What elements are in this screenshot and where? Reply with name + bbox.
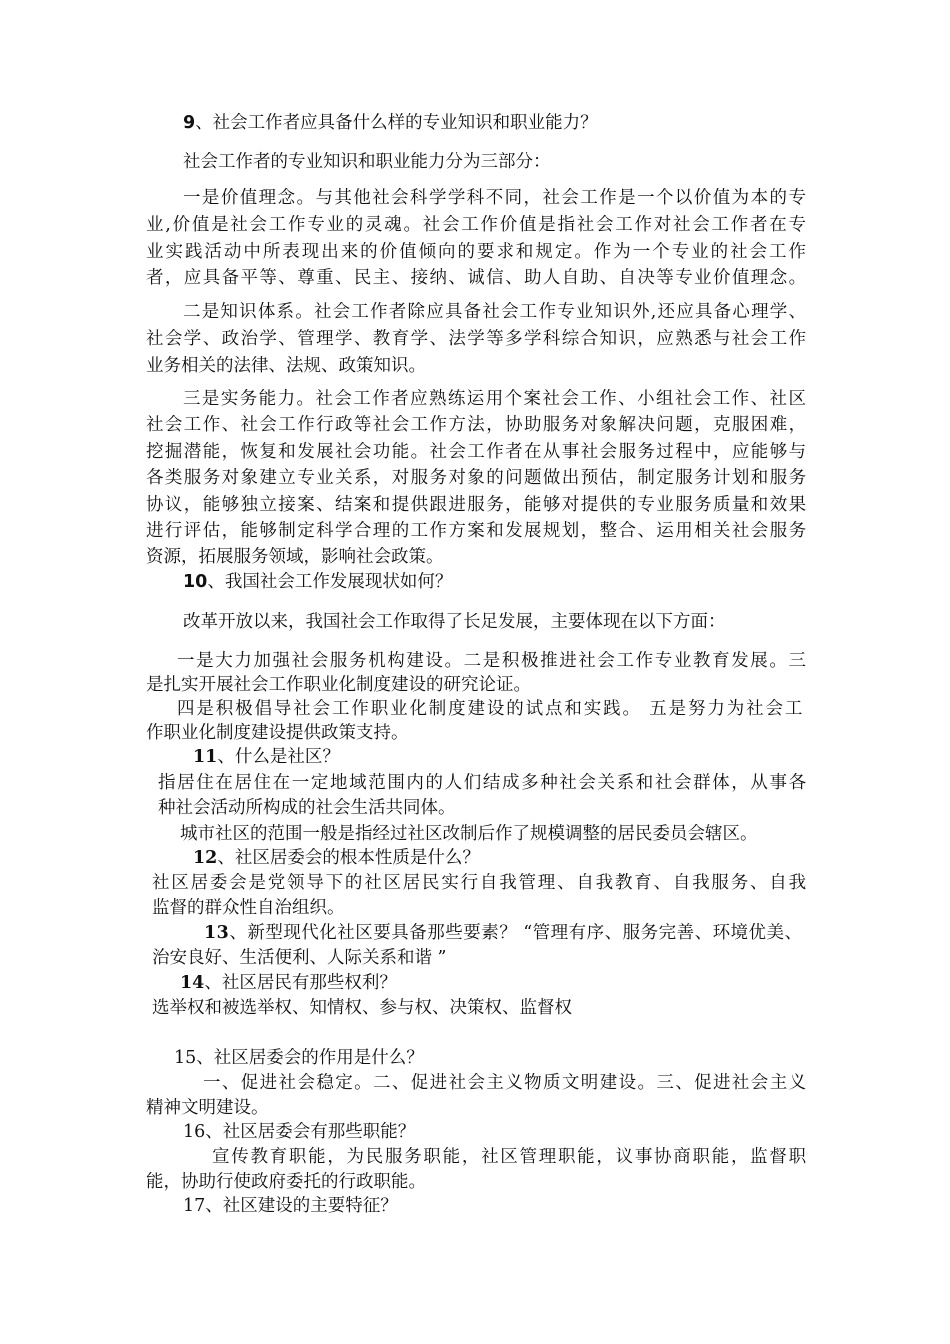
q11-paragraph-1-line-1: 指居住在居住在一定地域范围内的人们结成多种社会关系和社会群体，从事各 bbox=[158, 773, 808, 793]
q9-paragraph-3-line-6: 进行评估，能够制定科学合理的工作方案和发展规划，整合、运用相关社会服务 bbox=[146, 521, 808, 541]
question-15-heading: 15、社区居委会的作用是什么？ bbox=[174, 1048, 424, 1068]
q15-paragraph-1-line-1: 一、促进社会稳定。二、促进社会主义物质文明建设。三、促进社会主义 bbox=[203, 1073, 808, 1093]
q14-answer: 选举权和被选举权、知情权、参与权、决策权、监督权 bbox=[152, 998, 572, 1018]
q15-paragraph-1-line-2: 精神文明建设。 bbox=[146, 1098, 269, 1118]
question-number: 10 bbox=[183, 572, 208, 592]
question-text: 、什么是社区？ bbox=[217, 747, 340, 767]
q9-paragraph-3-line-4: 各类服务对象建立专业关系，对服务对象的问题做出预估，制定服务计划和服务 bbox=[146, 468, 808, 488]
q9-paragraph-3-line-1: 三是实务能力。社会工作者应熟练运用个案社会工作、小组社会工作、社区 bbox=[183, 389, 808, 409]
question-17-heading: 17、社区建设的主要特征？ bbox=[183, 1196, 398, 1216]
question-number: 13 bbox=[204, 923, 230, 943]
question-9-heading bbox=[183, 111, 598, 135]
q16-paragraph-1-line-2: 能，协助行使政府委托的行政职能。 bbox=[146, 1172, 426, 1192]
question-text: 、社区居委会的根本性质是什么？ bbox=[217, 848, 480, 868]
question-14-heading bbox=[180, 971, 397, 995]
q16-paragraph-1-line-1: 宣传教育职能，为民服务职能，社区管理职能，议事协商职能，监督职 bbox=[212, 1147, 808, 1167]
question-text: 、新型现代化社区要具备那些要素？ “管理有序、服务完善、环境优美、 bbox=[229, 923, 803, 943]
q11-paragraph-2: 城市社区的范围一般是指经过社区改制后作了规模调整的居民委员会辖区。 bbox=[180, 824, 758, 844]
q12-paragraph-1-line-2: 监督的群众性自治组织。 bbox=[152, 898, 345, 918]
q12-paragraph-1-line-1: 社区居委会是党领导下的社区居民实行自我管理、自我教育、自我服务、自我 bbox=[152, 873, 808, 893]
question-number: 9 bbox=[183, 113, 196, 133]
question-12-heading bbox=[193, 846, 480, 870]
question-text: 、社会工作者应具备什么样的专业知识和职业能力？ bbox=[195, 113, 598, 133]
question-11-heading bbox=[193, 745, 340, 769]
q9-paragraph-1-line-2: 业,价值是社会工作专业的灵魂。社会工作价值是指社会工作对社会工作者在专 bbox=[146, 215, 808, 235]
q9-paragraph-3-line-7: 资源，拓展服务领域，影响社会政策。 bbox=[146, 547, 444, 567]
question-number: 14 bbox=[180, 973, 205, 993]
q11-paragraph-1-line-2: 种社会活动所构成的社会生活共同体。 bbox=[158, 798, 456, 818]
q10-paragraph-2-line-2: 作职业化制度建设提供政策支持。 bbox=[146, 723, 409, 743]
q9-paragraph-2-line-1: 二是知识体系。社会工作者除应具备社会工作专业知识外,还应具备心理学、 bbox=[183, 302, 808, 322]
question-13-heading bbox=[204, 921, 803, 945]
q10-paragraph-2-line-1: 四是积极倡导社会工作职业化制度建设的试点和实践。 五是努力为社会工 bbox=[177, 699, 805, 719]
q9-paragraph-2-line-2: 社会学、政治学、管理学、教育学、法学等多学科综合知识，应熟悉与社会工作 bbox=[146, 329, 808, 349]
q9-paragraph-1-line-1: 一是价值理念。与其他社会科学学科不同，社会工作是一个以价值为本的专 bbox=[183, 188, 808, 208]
question-16-heading: 16、社区居委会有那些职能？ bbox=[183, 1122, 416, 1142]
q9-paragraph-1-line-4: 者，应具备平等、尊重、民主、接纳、诚信、助人自助、自决等专业价值理念。 bbox=[146, 268, 808, 288]
q10-paragraph-1-line-1: 一是大力加强社会服务机构建设。二是积极推进社会工作专业教育发展。三 bbox=[177, 651, 808, 671]
q10-paragraph-1-line-2: 是扎实开展社会工作职业化制度建设的研究论证。 bbox=[146, 675, 531, 695]
question-text: 、社区居民有那些权利？ bbox=[204, 973, 397, 993]
q9-paragraph-2-line-3: 业务相关的法律、法规、政策知识。 bbox=[146, 356, 426, 376]
q9-paragraph-1-line-3: 业实践活动中所表现出来的价值倾向的要求和规定。作为一个专业的社会工作 bbox=[146, 242, 808, 262]
question-number: 11 bbox=[193, 747, 218, 767]
q9-paragraph-3-line-5: 协议，能够独立接案、结案和提供跟进服务，能够对提供的专业服务质量和效果 bbox=[146, 495, 808, 515]
q9-intro: 社会工作者的专业知识和职业能力分为三部分： bbox=[183, 152, 551, 172]
q13-continuation: 治安良好、生活便利、人际关系和谐 ” bbox=[152, 948, 447, 968]
q9-paragraph-3-line-2: 社会工作、社会工作行政等社会工作方法，协助服务对象解决问题，克服困难， bbox=[146, 415, 808, 435]
question-number: 12 bbox=[193, 848, 218, 868]
question-10-heading bbox=[183, 570, 452, 594]
question-text: 、我国社会工作发展现状如何？ bbox=[207, 572, 453, 592]
q9-paragraph-3-line-3: 挖掘潜能，恢复和发展社会功能。社会工作者在从事社会服务过程中，应能够与 bbox=[146, 442, 808, 462]
q10-intro: 改革开放以来，我国社会工作取得了长足发展，主要体现在以下方面： bbox=[183, 612, 726, 632]
